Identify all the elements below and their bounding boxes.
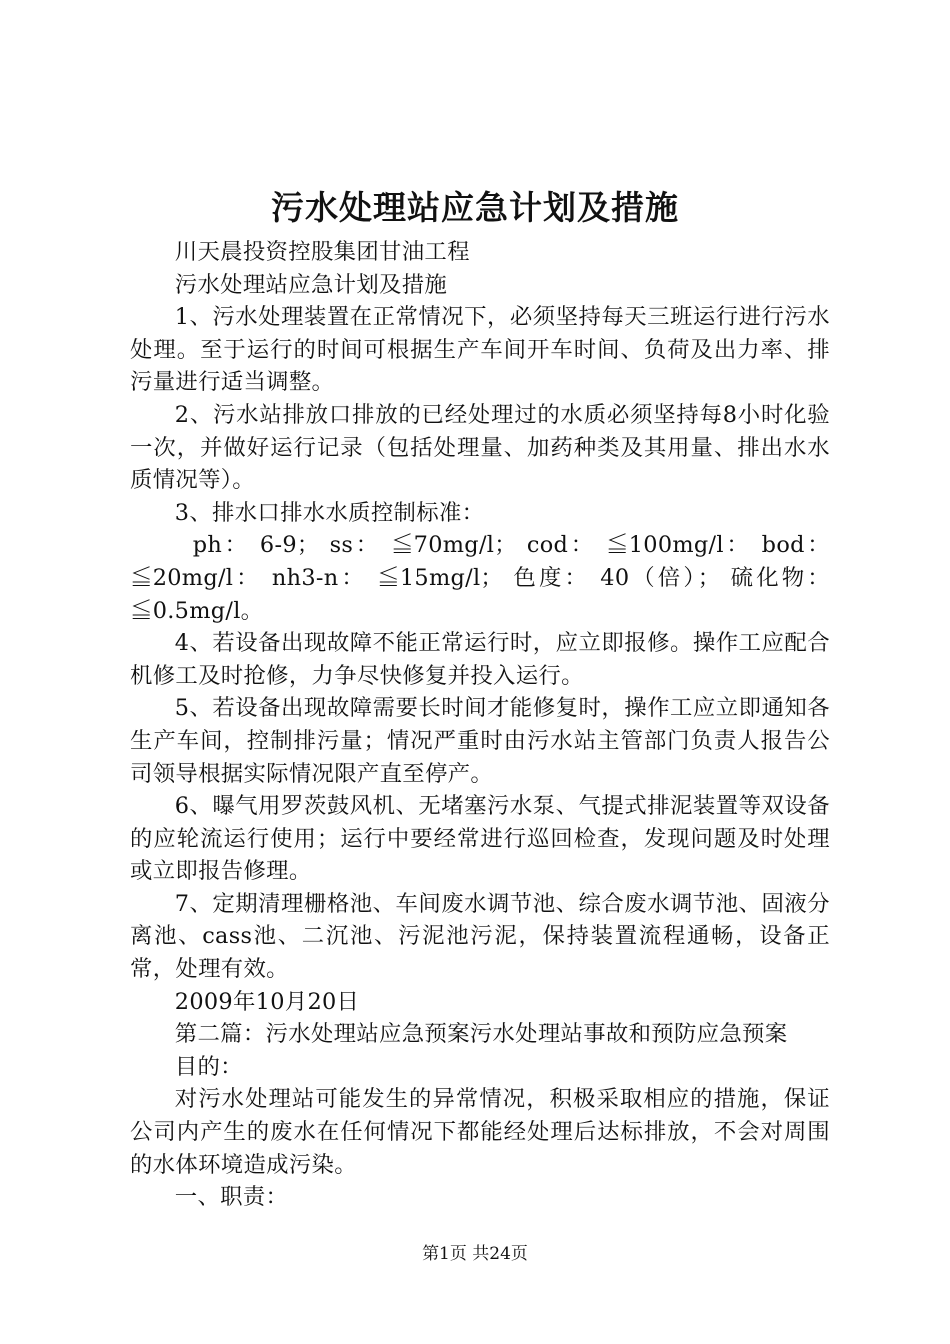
paragraph-item-4: 4、若设备出现故障不能正常运行时，应立即报修。操作工应配合机修工及时抢修，力争尽快修复并投入运行。 [130, 630, 830, 689]
paragraph-item-1: 1、污水处理装置在正常情况下，必须坚持每天三班运行进行污水处理。至于运行的时间可根据生产车间开车时间、负荷及出力率、排污量进行适当调整。 [130, 304, 830, 396]
paragraph-company: 川天晨投资控股集团甘油工程 [174, 239, 470, 265]
paragraph-item-5: 5、若设备出现故障需要长时间才能修复时，操作工应立即通知各生产车间，控制排污量；情况严重时由污水站主管部门负责人报告公司领导根据实际情况限产直至停产。 [130, 695, 830, 787]
page-number: 第1页 共24页 [422, 1244, 528, 1264]
paragraph-item-2: 2、污水站排放口排放的已经处理过的水质必须坚持每8小时化验一次，并做好运行记录（包括处理量、加药种类及其用量、排出水水质情况等）。 [130, 401, 830, 494]
paragraph-responsibilities-heading: 一、职责： [174, 1184, 289, 1211]
document-title: 污水处理站应急计划及措施 [271, 188, 679, 227]
paragraph-subtitle: 污水处理站应急计划及措施 [174, 271, 448, 298]
paragraph-water-quality-standard: ph： 6-9； ss： ≦70mg/l； cod： ≦100mg/l： bod： ≦20mg/l： nh3-n： ≦15mg/l； 色度： 40（倍）； 硫化物： ≦0.5mg/l。 [130, 532, 830, 624]
paragraph-item-3: 3、排水口排水水质控制标准： [174, 499, 485, 526]
paragraph-item-6: 6、曝气用罗茨鼓风机、无堵塞污水泵、气提式排泥装置等双设备的应轮流运行使用；运行中要经常进行巡回检查，发现问题及时处理或立即报告修理。 [130, 793, 830, 885]
paragraph-second-chapter: 第二篇：污水处理站应急预案污水处理站事故和预防应急预案 [174, 1021, 788, 1048]
paragraph-date: 2009年10月20日 [174, 988, 360, 1015]
document-body [130, 236, 830, 1214]
paragraph-item-7: 7、定期清理栅格池、车间废水调节池、综合废水调节池、固液分离池、cass池、二沉池、污泥池污泥，保持装置流程通畅，设备正常，处理有效。 [130, 890, 830, 983]
paragraph-purpose-heading: 目的： [174, 1053, 243, 1080]
paragraph-purpose: 对污水处理站可能发生的异常情况，积极采取相应的措施，保证公司内产生的废水在任何情况下都能经处理后达标排放，不会对周围的水体环境造成污染。 [130, 1086, 830, 1178]
